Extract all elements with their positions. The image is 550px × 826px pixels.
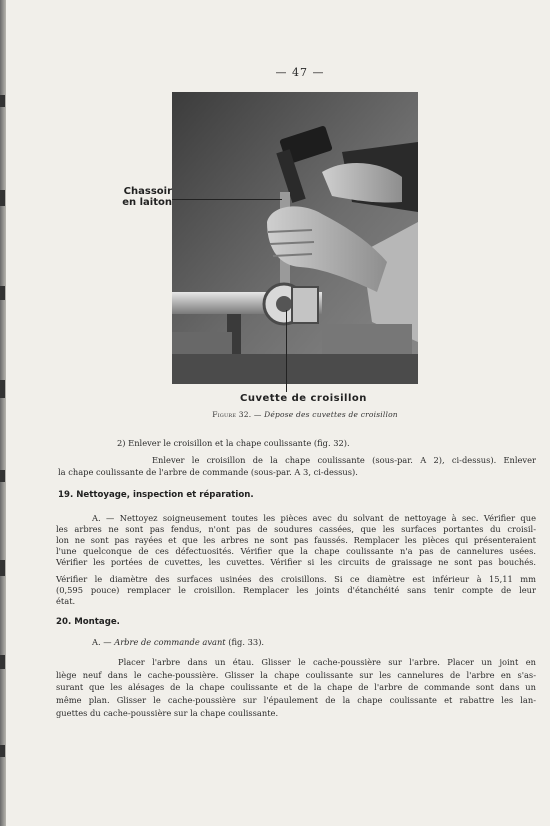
binding-mark	[0, 95, 5, 107]
step2-line: la chape coulissante de l'arbre de commande (sous-par. A 3, ci-dessus).	[58, 467, 358, 477]
section-20-line: surant que les alésages de la chape coulissante et de la chape de l'arbre de commande sont dans un	[56, 682, 536, 692]
section-19-heading: 19. Nettoyage, inspection et réparation.	[58, 490, 254, 500]
section-20-line: même plan. Glisser le cache-poussière sur l'épaulement de la chape coulissante et rabattre les lan-	[56, 695, 536, 705]
label-brass-drift: Chassoir en laiton	[122, 186, 172, 208]
section-20-line: Placer l'arbre dans un étau. Glisser le cache-poussière sur l'arbre. Placer un joint en	[118, 657, 536, 667]
subheading-suffix: (fig. 33).	[225, 637, 265, 647]
section-19-line: A. — Nettoyez soigneusement toutes les pièces avec du solvant de nettoyage à sec. Vérifier que	[92, 513, 536, 523]
caption-text: — Dépose des cuvettes de croisillon	[251, 410, 398, 419]
subheading-title: Arbre de commande avant	[114, 637, 226, 647]
subheading-prefix: A. —	[92, 637, 115, 647]
binding-mark	[0, 655, 5, 669]
callout-leader-line	[172, 199, 282, 200]
section-19-line: Vérifier le diamètre des surfaces usinées des croisillons. Si ce diamètre est inférieur à 15,11 mm	[56, 574, 536, 584]
section-19-line: lon ne sont pas rayées et que les arbres ne sont pas faussés. Remplacer les pièces qui présenteraient	[56, 535, 536, 545]
section-19-line: Vérifier les portées de cuvettes, les cuvettes. Vérifier si les circuits de graissage ne sont pas bouchés.	[56, 557, 536, 567]
figure-32-photo	[172, 92, 418, 384]
binding-mark	[0, 380, 5, 398]
label-cross-cup: Cuvette de croisillon	[240, 393, 367, 404]
section-19-line: l'une quelconque de ces défectuosités. Vérifier que la chape coulissante n'a pas de cannelures usées.	[56, 546, 536, 556]
binding-mark	[0, 190, 5, 206]
section-19-line: (0,595 pouce) remplacer le croisillon. Remplacer les joints d'étanchéité sans tenir compte de leur	[56, 585, 536, 595]
binding-mark	[0, 286, 5, 300]
section-19-line: état.	[56, 596, 76, 606]
section-20-line: liège neuf dans le cache-poussière. Glisser la chape coulissante sur les cannelures de l'arbre en s'as-	[56, 670, 536, 680]
binding-mark	[0, 470, 5, 482]
caption-figure-number: Figure 32.	[212, 410, 252, 419]
step2-title: 2) Enlever le croisillon et la chape coulissante (fig. 32).	[117, 438, 350, 448]
page-binding-edge	[0, 0, 6, 826]
section-19-line: les arbres ne sont pas fendus, n'ont pas de soudures cassées, que les surfaces portantes du croisil-	[56, 524, 536, 534]
section-20-subheading	[92, 637, 264, 647]
callout-leader-line	[286, 310, 287, 392]
page-number: — 47 —	[275, 66, 325, 79]
binding-mark	[0, 745, 5, 757]
binding-mark	[0, 560, 5, 576]
figure-caption	[180, 410, 430, 419]
photo-illustration	[172, 92, 418, 384]
section-20-line: guettes du cache-poussière sur la chape coulissante.	[56, 708, 279, 718]
section-20-heading: 20. Montage.	[56, 617, 120, 627]
step2-line: Enlever le croisillon de la chape coulissante (sous-par. A 2), ci-dessus). Enlever	[152, 455, 536, 465]
